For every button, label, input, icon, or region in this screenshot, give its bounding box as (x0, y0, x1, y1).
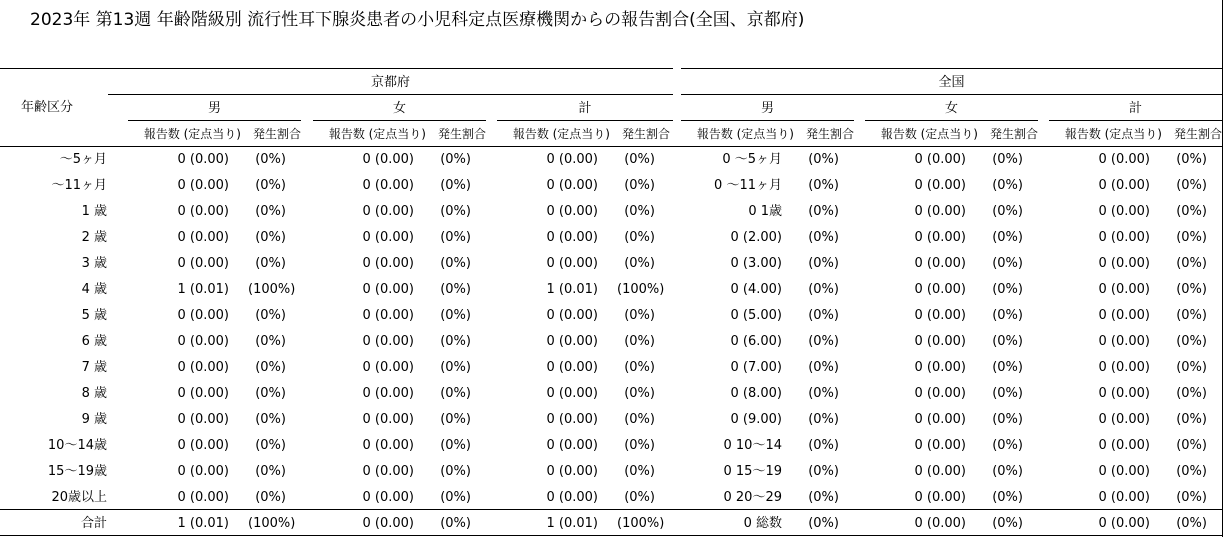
table-row-10-rate-2: (0%) (624, 412, 655, 427)
rate-header-3: 発生割合 (805, 127, 854, 141)
table-row-10-rate-5: (0%) (1176, 412, 1207, 427)
count-header-4: 報告数 (定点当り) (880, 127, 978, 141)
table-row-11-count-1: 0 (0.00) (362, 438, 414, 453)
rate-header-2: 発生割合 (621, 127, 670, 141)
rate-header-4: 発生割合 (989, 127, 1038, 141)
table-row-3-rate-1: (0%) (440, 230, 471, 245)
table-row-total-rate-1: (0%) (440, 516, 471, 531)
table-row-total-count-5: 0 (0.00) (1098, 516, 1150, 531)
table-row-7-rate-0: (0%) (255, 334, 286, 349)
table-row-12-count-1: 0 (0.00) (362, 464, 414, 479)
table-row-6-rate-1: (0%) (440, 308, 471, 323)
table-row-3-count-5: 0 (0.00) (1098, 230, 1150, 245)
table-row-7-rate-1: (0%) (440, 334, 471, 349)
table-row-6-count-1: 0 (0.00) (362, 308, 414, 323)
table-row-3-rate-2: (0%) (624, 230, 655, 245)
table-row-11-rate-1: (0%) (440, 438, 471, 453)
table-row-10-rate-3: (0%) (808, 412, 839, 427)
table-row-6-count-4: 0 (0.00) (914, 308, 966, 323)
table-row-13-count-2: 0 (0.00) (546, 490, 598, 505)
table-row-9-rate-1: (0%) (440, 386, 471, 401)
table-row-2-rate-3: (0%) (808, 204, 839, 219)
table-row-3-count-4: 0 (0.00) (914, 230, 966, 245)
table-row-8-age: 7 歳 (81, 360, 107, 375)
table-row-2-rate-5: (0%) (1176, 204, 1207, 219)
table-row-8-rate-3: (0%) (808, 360, 839, 375)
table-row-0-rate-1: (0%) (440, 152, 471, 167)
table-row-total-count-2: 1 (0.01) (546, 516, 598, 531)
table-row-8-count-5: 0 (0.00) (1098, 360, 1150, 375)
table-row-1-count-5: 0 (0.00) (1098, 178, 1150, 193)
table-row-7-count-5: 0 (0.00) (1098, 334, 1150, 349)
table-row-7-count-1: 0 (0.00) (362, 334, 414, 349)
sex-rule-3 (681, 120, 854, 121)
table-row-5-count-1: 0 (0.00) (362, 282, 414, 297)
table-row-1-rate-0: (0%) (255, 178, 286, 193)
table-row-5-rate-4: (0%) (992, 282, 1023, 297)
table-row-0-rate-2: (0%) (624, 152, 655, 167)
table-row-1-count-0: 0 (0.00) (177, 178, 229, 193)
table-row-4-rate-1: (0%) (440, 256, 471, 271)
table-row-0-count-2: 0 (0.00) (546, 152, 598, 167)
page-title: 2023年 第13週 年齢階級別 流行性耳下腺炎患者の小児科定点医療機関からの報告割合(全国、京都府) (30, 10, 805, 30)
table-row-total-age: 合計 (80, 516, 107, 531)
rate-header-5: 発生割合 (1173, 127, 1222, 141)
table-row-7-rate-5: (0%) (1176, 334, 1207, 349)
table-row-4-count-5: 0 (0.00) (1098, 256, 1150, 271)
table-row-2-count-3: 0 1歳 (748, 204, 782, 219)
table-row-12-rate-3: (0%) (808, 464, 839, 479)
table-row-0-rate-5: (0%) (1176, 152, 1207, 167)
table-row-6-rate-3: (0%) (808, 308, 839, 323)
table-row-11-count-4: 0 (0.00) (914, 438, 966, 453)
table-row-6-rate-2: (0%) (624, 308, 655, 323)
table-row-0-age: ～5ヶ月 (59, 152, 107, 167)
table-row-11-rate-0: (0%) (255, 438, 286, 453)
table-row-11-rate-4: (0%) (992, 438, 1023, 453)
table-row-7-rate-3: (0%) (808, 334, 839, 349)
table-row-13-rate-0: (0%) (255, 490, 286, 505)
table-row-8-count-0: 0 (0.00) (177, 360, 229, 375)
table-row-10-count-0: 0 (0.00) (177, 412, 229, 427)
table-row-12-age: 15～19歳 (47, 464, 107, 479)
table-row-13-rate-5: (0%) (1176, 490, 1207, 505)
table-row-8-rate-4: (0%) (992, 360, 1023, 375)
table-row-2-rate-2: (0%) (624, 204, 655, 219)
table-row-8-rate-0: (0%) (255, 360, 286, 375)
table-row-1-rate-2: (0%) (624, 178, 655, 193)
region-header-national: 全国 (938, 75, 965, 90)
table-row-2-count-4: 0 (0.00) (914, 204, 966, 219)
table-row-0-count-5: 0 (0.00) (1098, 152, 1150, 167)
table-row-3-count-2: 0 (0.00) (546, 230, 598, 245)
table-row-9-rate-3: (0%) (808, 386, 839, 401)
table-row-5-count-2: 1 (0.01) (546, 282, 598, 297)
table-row-6-rate-0: (0%) (255, 308, 286, 323)
table-row-13-count-3: 0 20～29 (723, 490, 782, 505)
table-row-13-count-1: 0 (0.00) (362, 490, 414, 505)
table-row-total-count-3: 0 総数 (743, 516, 782, 531)
table-row-5-rate-3: (0%) (808, 282, 839, 297)
count-header-5: 報告数 (定点当り) (1064, 127, 1162, 141)
table-row-3-rate-3: (0%) (808, 230, 839, 245)
sex-rule-5 (1049, 120, 1222, 121)
table-row-1-count-3: 0 ～11ヶ月 (714, 178, 782, 193)
table-row-0-rate-3: (0%) (808, 152, 839, 167)
table-row-4-count-3: 0 (3.00) (730, 256, 782, 271)
table-row-4-rate-5: (0%) (1176, 256, 1207, 271)
table-row-13-rate-1: (0%) (440, 490, 471, 505)
table-row-5-rate-5: (0%) (1176, 282, 1207, 297)
table-row-11-rate-2: (0%) (624, 438, 655, 453)
table-row-12-rate-2: (0%) (624, 464, 655, 479)
sex-rule-0 (128, 120, 301, 121)
table-row-4-count-2: 0 (0.00) (546, 256, 598, 271)
table-row-5-count-3: 0 (4.00) (730, 282, 782, 297)
table-row-11-age: 10～14歳 (47, 438, 107, 453)
table-row-2-rate-0: (0%) (255, 204, 286, 219)
table-row-9-rate-0: (0%) (255, 386, 286, 401)
table-row-1-count-4: 0 (0.00) (914, 178, 966, 193)
table-row-3-count-3: 0 (2.00) (730, 230, 782, 245)
table-row-13-count-5: 0 (0.00) (1098, 490, 1150, 505)
region-rule-national (681, 94, 1222, 95)
sex-header-0: 男 (207, 101, 221, 116)
table-row-9-count-2: 0 (0.00) (546, 386, 598, 401)
table-row-7-rate-2: (0%) (624, 334, 655, 349)
table-row-5-rate-0: (100%) (248, 282, 296, 297)
count-header-3: 報告数 (定点当り) (696, 127, 794, 141)
table-row-6-count-5: 0 (0.00) (1098, 308, 1150, 323)
sex-header-5: 計 (1128, 101, 1142, 116)
region-rule-kyoto (108, 94, 673, 95)
table-row-8-count-2: 0 (0.00) (546, 360, 598, 375)
table-row-11-rate-3: (0%) (808, 438, 839, 453)
table-row-6-count-2: 0 (0.00) (546, 308, 598, 323)
table-row-11-count-2: 0 (0.00) (546, 438, 598, 453)
table-row-6-count-0: 0 (0.00) (177, 308, 229, 323)
table-row-4-age: 3 歳 (81, 256, 107, 271)
table-row-10-rate-0: (0%) (255, 412, 286, 427)
count-header-2: 報告数 (定点当り) (512, 127, 610, 141)
table-row-2-count-0: 0 (0.00) (177, 204, 229, 219)
table-row-12-count-4: 0 (0.00) (914, 464, 966, 479)
table-row-10-count-4: 0 (0.00) (914, 412, 966, 427)
table-row-9-count-4: 0 (0.00) (914, 386, 966, 401)
table-row-3-rate-0: (0%) (255, 230, 286, 245)
table-row-6-rate-4: (0%) (992, 308, 1023, 323)
table-row-8-count-1: 0 (0.00) (362, 360, 414, 375)
table-row-total-rate-2: (100%) (617, 516, 665, 531)
table-row-10-rate-1: (0%) (440, 412, 471, 427)
table-row-5-age: 4 歳 (81, 282, 107, 297)
table-row-2-rate-4: (0%) (992, 204, 1023, 219)
table-row-9-count-0: 0 (0.00) (177, 386, 229, 401)
table-row-9-rate-4: (0%) (992, 386, 1023, 401)
table-row-5-rate-1: (0%) (440, 282, 471, 297)
sex-header-4: 女 (944, 101, 958, 116)
table-row-9-count-1: 0 (0.00) (362, 386, 414, 401)
table-row-13-count-0: 0 (0.00) (177, 490, 229, 505)
table-row-2-count-2: 0 (0.00) (546, 204, 598, 219)
table-row-3-count-0: 0 (0.00) (177, 230, 229, 245)
table-row-6-age: 5 歳 (81, 308, 107, 323)
table-row-8-rate-2: (0%) (624, 360, 655, 375)
table-row-2-age: 1 歳 (81, 204, 107, 219)
rate-header-0: 発生割合 (252, 127, 301, 141)
table-row-13-count-4: 0 (0.00) (914, 490, 966, 505)
sex-header-3: 男 (760, 101, 774, 116)
table-row-7-count-4: 0 (0.00) (914, 334, 966, 349)
table-row-9-count-5: 0 (0.00) (1098, 386, 1150, 401)
table-row-1-rate-3: (0%) (808, 178, 839, 193)
table-row-0-count-3: 0 ～5ヶ月 (722, 152, 782, 167)
table-row-1-rate-5: (0%) (1176, 178, 1207, 193)
table-row-0-rate-4: (0%) (992, 152, 1023, 167)
table-row-3-rate-5: (0%) (1176, 230, 1207, 245)
sex-header-2: 計 (578, 101, 592, 116)
table-row-12-count-5: 0 (0.00) (1098, 464, 1150, 479)
table-row-5-rate-2: (100%) (617, 282, 665, 297)
table-row-9-rate-2: (0%) (624, 386, 655, 401)
table-row-total-rate-4: (0%) (992, 516, 1023, 531)
table-row-2-count-1: 0 (0.00) (362, 204, 414, 219)
sex-header-1: 女 (392, 101, 406, 116)
sex-rule-2 (497, 120, 673, 121)
table-row-7-count-2: 0 (0.00) (546, 334, 598, 349)
header-bottom-rule (0, 146, 1222, 147)
table-row-0-count-4: 0 (0.00) (914, 152, 966, 167)
table-row-13-age: 20歳以上 (51, 490, 107, 505)
table-row-6-count-3: 0 (5.00) (730, 308, 782, 323)
rate-header-1: 発生割合 (437, 127, 486, 141)
table-row-7-rate-4: (0%) (992, 334, 1023, 349)
table-row-10-count-2: 0 (0.00) (546, 412, 598, 427)
table-row-0-count-0: 0 (0.00) (177, 152, 229, 167)
top-rule-kyoto (0, 68, 673, 69)
total-top-rule (0, 509, 1222, 510)
table-row-13-rate-4: (0%) (992, 490, 1023, 505)
table-row-7-count-3: 0 (6.00) (730, 334, 782, 349)
table-row-8-rate-5: (0%) (1176, 360, 1207, 375)
table-row-5-count-5: 0 (0.00) (1098, 282, 1150, 297)
table-row-8-count-3: 0 (7.00) (730, 360, 782, 375)
table-row-total-rate-3: (0%) (808, 516, 839, 531)
table-row-total-count-1: 0 (0.00) (362, 516, 414, 531)
table-row-12-count-2: 0 (0.00) (546, 464, 598, 479)
table-row-12-count-3: 0 15～19 (723, 464, 782, 479)
table-row-5-count-0: 1 (0.01) (177, 282, 229, 297)
table-row-total-rate-0: (100%) (248, 516, 296, 531)
table-row-3-age: 2 歳 (81, 230, 107, 245)
table-row-10-age: 9 歳 (81, 412, 107, 427)
table-row-total-count-0: 1 (0.01) (177, 516, 229, 531)
table-row-5-count-4: 0 (0.00) (914, 282, 966, 297)
table-row-4-count-0: 0 (0.00) (177, 256, 229, 271)
table-row-9-rate-5: (0%) (1176, 386, 1207, 401)
table-row-4-rate-3: (0%) (808, 256, 839, 271)
table-row-1-rate-4: (0%) (992, 178, 1023, 193)
table-row-11-count-5: 0 (0.00) (1098, 438, 1150, 453)
table-row-4-rate-0: (0%) (255, 256, 286, 271)
sex-rule-1 (313, 120, 486, 121)
bottom-rule (0, 535, 1222, 536)
table-row-3-rate-4: (0%) (992, 230, 1023, 245)
table-row-1-age: ～11ヶ月 (51, 178, 107, 193)
table-row-11-count-0: 0 (0.00) (177, 438, 229, 453)
table-row-12-rate-5: (0%) (1176, 464, 1207, 479)
table-row-total-rate-5: (0%) (1176, 516, 1207, 531)
region-header-kyoto: 京都府 (370, 75, 410, 90)
top-rule-national (681, 68, 1222, 69)
table-row-0-rate-0: (0%) (255, 152, 286, 167)
table-row-12-rate-0: (0%) (255, 464, 286, 479)
table-row-9-age: 8 歳 (81, 386, 107, 401)
table-row-2-rate-1: (0%) (440, 204, 471, 219)
table-row-4-count-4: 0 (0.00) (914, 256, 966, 271)
table-row-12-rate-4: (0%) (992, 464, 1023, 479)
table-row-4-rate-4: (0%) (992, 256, 1023, 271)
table-row-7-count-0: 0 (0.00) (177, 334, 229, 349)
table-row-2-count-5: 0 (0.00) (1098, 204, 1150, 219)
table-row-10-count-5: 0 (0.00) (1098, 412, 1150, 427)
table-row-9-count-3: 0 (8.00) (730, 386, 782, 401)
table-row-11-count-3: 0 10～14 (723, 438, 782, 453)
table-row-10-rate-4: (0%) (992, 412, 1023, 427)
table-row-13-rate-2: (0%) (624, 490, 655, 505)
table-row-4-count-1: 0 (0.00) (362, 256, 414, 271)
table-row-7-age: 6 歳 (81, 334, 107, 349)
table-row-12-count-0: 0 (0.00) (177, 464, 229, 479)
table-row-13-rate-3: (0%) (808, 490, 839, 505)
table-row-total-count-4: 0 (0.00) (914, 516, 966, 531)
table-row-6-rate-5: (0%) (1176, 308, 1207, 323)
table-row-10-count-3: 0 (9.00) (730, 412, 782, 427)
table-row-11-rate-5: (0%) (1176, 438, 1207, 453)
table-row-0-count-1: 0 (0.00) (362, 152, 414, 167)
sex-rule-4 (865, 120, 1038, 121)
right-border (1222, 0, 1223, 537)
table-row-1-count-2: 0 (0.00) (546, 178, 598, 193)
table-row-8-rate-1: (0%) (440, 360, 471, 375)
table-row-10-count-1: 0 (0.00) (362, 412, 414, 427)
table-row-1-rate-1: (0%) (440, 178, 471, 193)
table-row-12-rate-1: (0%) (440, 464, 471, 479)
count-header-1: 報告数 (定点当り) (328, 127, 426, 141)
table-row-4-rate-2: (0%) (624, 256, 655, 271)
age-header: 年齢区分 (20, 100, 73, 115)
table-row-8-count-4: 0 (0.00) (914, 360, 966, 375)
count-header-0: 報告数 (定点当り) (143, 127, 241, 141)
table-row-3-count-1: 0 (0.00) (362, 230, 414, 245)
table-row-1-count-1: 0 (0.00) (362, 178, 414, 193)
